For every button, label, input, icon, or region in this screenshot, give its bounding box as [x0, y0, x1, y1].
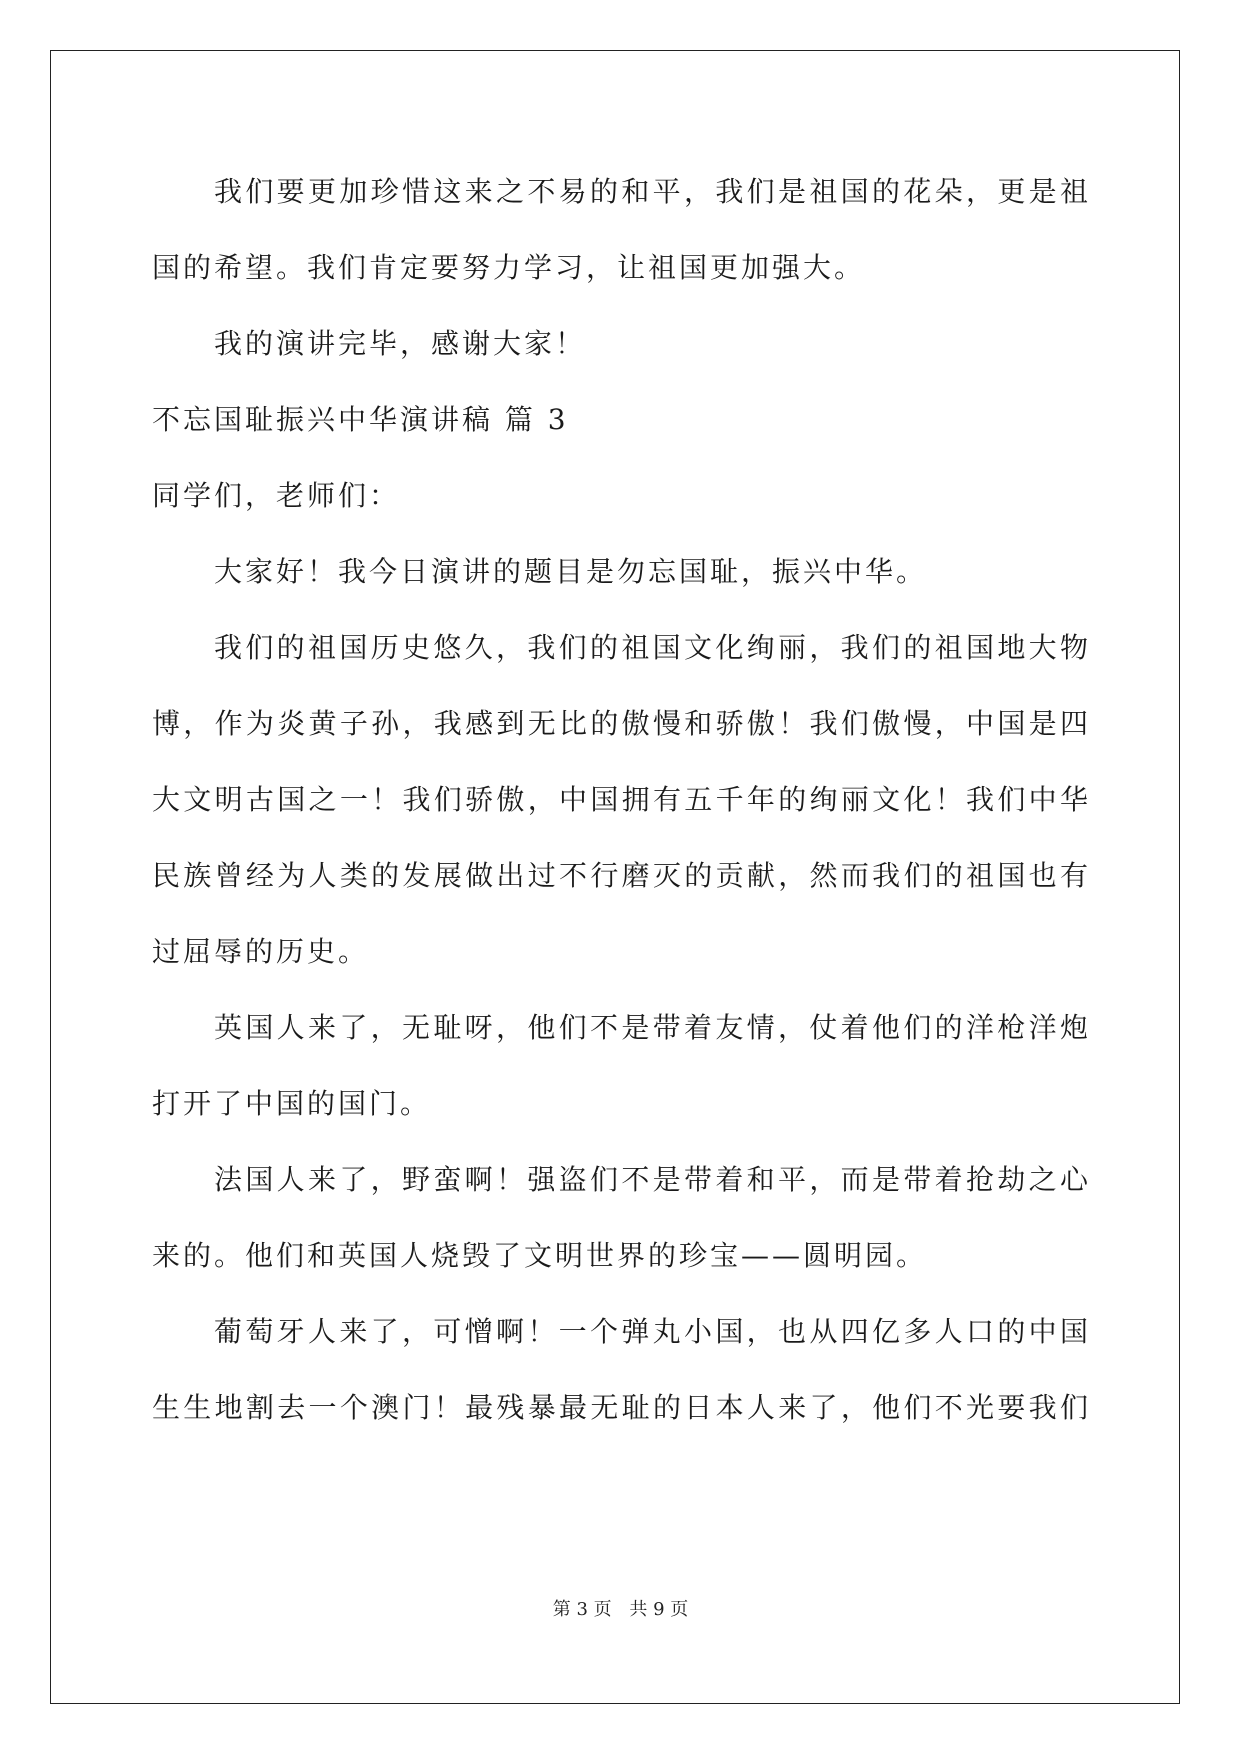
paragraph-3-line-1: 大家好！我今日演讲的题目是勿忘国耻，振兴中华。: [214, 555, 928, 588]
paragraph-6-line-1: 法国人来了，野蛮啊！强盗们不是带着和平，而是带着抢劫之心: [214, 1163, 1088, 1196]
section-heading: 不忘国耻振兴中华演讲稿 篇 3: [152, 403, 569, 436]
total-pages: 共 9 页: [629, 1599, 689, 1620]
paragraph-7-line-2: 生生地割去一个澳门！最残暴最无耻的日本人来了，他们不光要我们: [152, 1391, 1088, 1424]
salutation: 同学们，老师们：: [152, 479, 401, 512]
paragraph-6-line-2: 来的。他们和英国人烧毁了文明世界的珍宝——圆明园。: [152, 1239, 928, 1272]
paragraph-4-line-3: 大文明古国之一！我们骄傲，中国拥有五千年的绚丽文化！我们中华: [152, 783, 1088, 816]
paragraph-5-line-1: 英国人来了，无耻呀，他们不是带着友情，仗着他们的洋枪洋炮: [214, 1011, 1088, 1044]
paragraph-4-line-4: 民族曾经为人类的发展做出过不行磨灭的贡献，然而我们的祖国也有: [152, 859, 1088, 892]
paragraph-1-line-2: 国的希望。我们肯定要努力学习，让祖国更加强大。: [152, 251, 866, 284]
paragraph-5-line-2: 打开了中国的国门。: [152, 1087, 432, 1120]
paragraph-4-line-1: 我们的祖国历史悠久，我们的祖国文化绚丽，我们的祖国地大物: [214, 631, 1088, 664]
page-footer: [0, 1598, 1241, 1622]
paragraph-4-line-2: 博，作为炎黄子孙，我感到无比的傲慢和骄傲！我们傲慢，中国是四: [152, 707, 1088, 740]
paragraph-1-line-1: 我们要更加珍惜这来之不易的和平，我们是祖国的花朵，更是祖: [214, 175, 1088, 208]
paragraph-2-line-1: 我的演讲完毕，感谢大家！: [214, 327, 587, 360]
current-page-number: 第 3 页: [552, 1599, 612, 1620]
paragraph-4-line-5: 过屈辱的历史。: [152, 935, 370, 968]
paragraph-7-line-1: 葡萄牙人来了，可憎啊！一个弹丸小国，也从四亿多人口的中国: [214, 1315, 1088, 1348]
